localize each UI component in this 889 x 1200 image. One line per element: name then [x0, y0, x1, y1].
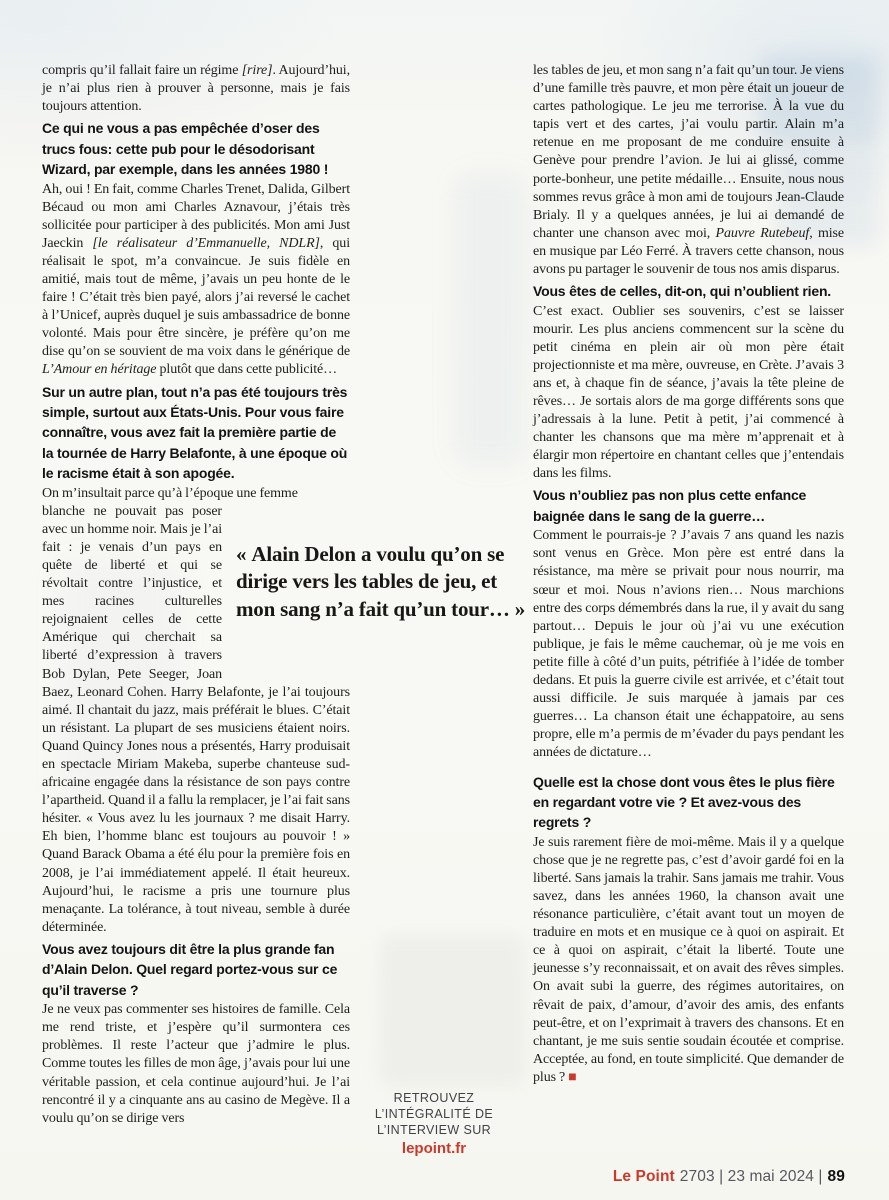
interview-question: Ce qui ne vous a pas empêchée d’oser des trucs fous: cette pub pour le désodorisant Wizard, par exemple, dans les années 1980 ! [42, 120, 329, 178]
page-bleed-through [455, 175, 525, 465]
interview-answer: Je ne veux pas commenter ses histoires de famille. Cela me rend triste, et j’espère qu’il surmontera ces problèmes. Il reste l’acteur que j’admire le plus. Comme toutes les filles de mon âge, j’avais pour lui une véritable passion, et cela continue aujourd’hui. Je l’ai rencontré il y a cinquante ans au casino de Megève. Il a voulu qu’on se dirige vers [42, 1002, 350, 1126]
interview-question: Vous êtes de celles, dit-on, qui n’oublient rien. [533, 283, 831, 300]
interview-answer: Comment le pourrais-je ? J’avais 7 ans quand les nazis sont venus en Grèce. Mon père est entré dans la résistance, ma mère se privait pour nous nourrir, ma sœur et moi. Nous n’avions rien… Nous marchions entre des corps démembrés dans la rue, il y avait du sang partout… Depuis le jour où j’ai vu une exécution publique, je fais le même cauchemar, où je me vois en petite fille à côté d’un puits, pétrifiée à l’idée de tomber dedans. Et puis la guerre civile est arrivée, et c’était tout aussi difficile. Je suis marquée à jamais par ces guerres… La chanson était une échappatoire, au sens propre, elle m’a permis de m’évader du pays pendant les années de dictature… [533, 528, 844, 761]
right-column [533, 62, 844, 1087]
interview-question: Quelle est la chose dont vous êtes le plus fière en regardant votre vie ? Et avez-vous des regrets ? [533, 773, 835, 831]
promo-text-line: L’INTÉGRALITÉ DE [374, 1106, 494, 1121]
web-promo [356, 1091, 512, 1157]
interview-answer: C’est exact. Oublier ses souvenirs, c’est se laisser mourir. Les plus anciens commencent sur la scène du petit cinéma en plein air où mon père était projectionniste et ma mère, ouvreuse, en Crète. J’avais 3 ans et, à chaque fin de séance, j’avais la tête pleine de rêves… Je sortais alors de ma gorge différents sons que j’adressais à la lune. Petit à petit, j’ai commencé à chanter les chansons que ma mère m’apprenait et à élargir mon répertoire en chantant celles que j’entendais dans les films. [533, 303, 844, 482]
interview-answer: Ah, oui ! En fait, comme Charles Trenet, Dalida, Gilbert Bécaud ou mon ami Charles Aznavour, j’étais très sollicitée pour participer à des publicités. Mon ami Just Jaeckin [le réalisateur d’Emmanuelle, NDLR], qui réalisait le spot, m’a convaincue. Je suis fidèle en amitié, mais tout de même, j’avais un peu honte de le faire ! C’était très bien payé, alors j’ai reversé le cachet à l’Unicef, auprès duquel je suis ambassadrice de bonne volonté. Mais pour être sincère, je préfère qu’on me dise qu’on se souvient de ma voix dans le générique de L’Amour en héritage plutôt que dans cette publicité… [42, 181, 350, 378]
footer-brand: Le Point [612, 1168, 675, 1185]
interview-question: Sur un autre plan, tout n’a pas été toujours très simple, surtout aux États-Unis. Pour vous faire connaître, vous avez fait la première partie de la tournée de Harry Belafonte, à une époque où le racisme était à son apogée. [42, 383, 348, 482]
interview-answer: compris qu’il fallait faire un régime [rire]. Aujourd’hui, je n’ai plus rien à prouver à personne, mais je fais toujours attention. [42, 63, 350, 115]
promo-text-line: RETROUVEZ [393, 1091, 475, 1105]
interview-question: Vous n’oubliez pas non plus cette enfance baignée dans le sang de la guerre… [533, 487, 807, 524]
interview-answer-text: blanche ne pouvait pas poser avec un homme noir. Mais je l’ai fait : je venais d’un pays en quête de liberté et qui se révoltait contre l’injustice, et mes racines culturelles rejoignaient celles de cette Amérique qui cherchait sa liberté d’expression à travers Bob Dylan, Pete Seeger, Joan Baez, Leonard Cohen. Harry Belafonte, je l’ai toujours aimé. Il chantait du jazz, mais préférait le blues. C’était un résistant. La plupart de ses musiciens étaient noirs. Quand Quincy Jones nous a présentés, Harry produisait en spectacle Miriam Makeba, superbe chanteuse sud-africaine engagée dans la résistance de son pays contre l’apartheid. Quand il a fallu la remplacer, je l’ai fait sans hésiter. « Vous avez lu les journaux ? me disait Harry. Eh bien, l’homme blanc est toujours au pouvoir ! » Quand Barack Obama a été élu pour la première fois en 2008, je l’ai immédiatement appelé. Il était heureux. Aujourd’hui, le racisme a pris une tournure plus menaçante. La tolérance, à tout niveau, semble à durée déterminée. [42, 503, 350, 935]
interview-question: Vous avez toujours dit être la plus grande fan d’Alain Delon. Quel regard portez-vous sur ce qu’il traverse ? [42, 940, 338, 998]
interview-answer: Je suis rarement fière de moi-même. Mais il y a quelque chose que je ne regrette pas, c’est d’avoir gardé foi en la liberté. Sans jamais la trahir. Sans jamais me trahir. Vous savez, dans les années 1960, la chanson avait une résonance particulière, c’était avant tout un moyen de traduire en mots et en musique ce à quoi on aspirait. Et ce à quoi on aspirait, c’était la liberté. Toute une jeunesse s’y reconnaissait, et on avait des rêves simples. On avait subi la guerre, des régimes autoritaires, on rêvait de paix, d’amour, d’avoir des amis, des enfants peut-être, et on l’exprimait à travers des chansons. Et en chantant, je me suis sentie soudain écoutée et comprise. Acceptée, au fond, en toute simplicité. Que demander de plus ? ■ [533, 834, 844, 1085]
page-bleed-through [380, 935, 525, 1085]
lepoint-fr-link[interactable]: lepoint.fr [401, 1140, 467, 1158]
page-footer [613, 1168, 845, 1186]
promo-text-line: L’INTERVIEW SUR [376, 1122, 492, 1137]
footer-page-number: 89 [827, 1168, 845, 1185]
interview-answer: les tables de jeu, et mon sang n’a fait qu’un tour. Je viens d’une famille très pauvre, et mon père était un joueur de cartes pathologique. Le jeu me terrorise. À la vue du tapis vert et des cartes, j’ai voulu partir. Alain m’a retenue en me proposant de me conduire ensuite à Genève pour prendre l’avion. Je lui ai glissé, comme porte-bonheur, une petite médaille… Ensuite, nous nous sommes revus grâce à mon ami de toujours Jean-Claude Brialy. Il y a quelques années, je lui ai demandé de chanter une chanson avec moi, Pauvre Rutebeuf, mise en musique par Léo Ferré. À travers cette chanson, nous avons pu partager le souvenir de tous nos amis disparus. [533, 63, 844, 278]
footer-issue-date: 2703 | 23 mai 2024 | [679, 1168, 823, 1185]
pull-quote: « Alain Delon a voulu qu’on se dirige vers les tables de jeu, et mon sang n’a fait qu’un tour… » [236, 542, 526, 621]
interview-answer: On m’insultait parce qu’à l’époque une femme [42, 485, 298, 501]
